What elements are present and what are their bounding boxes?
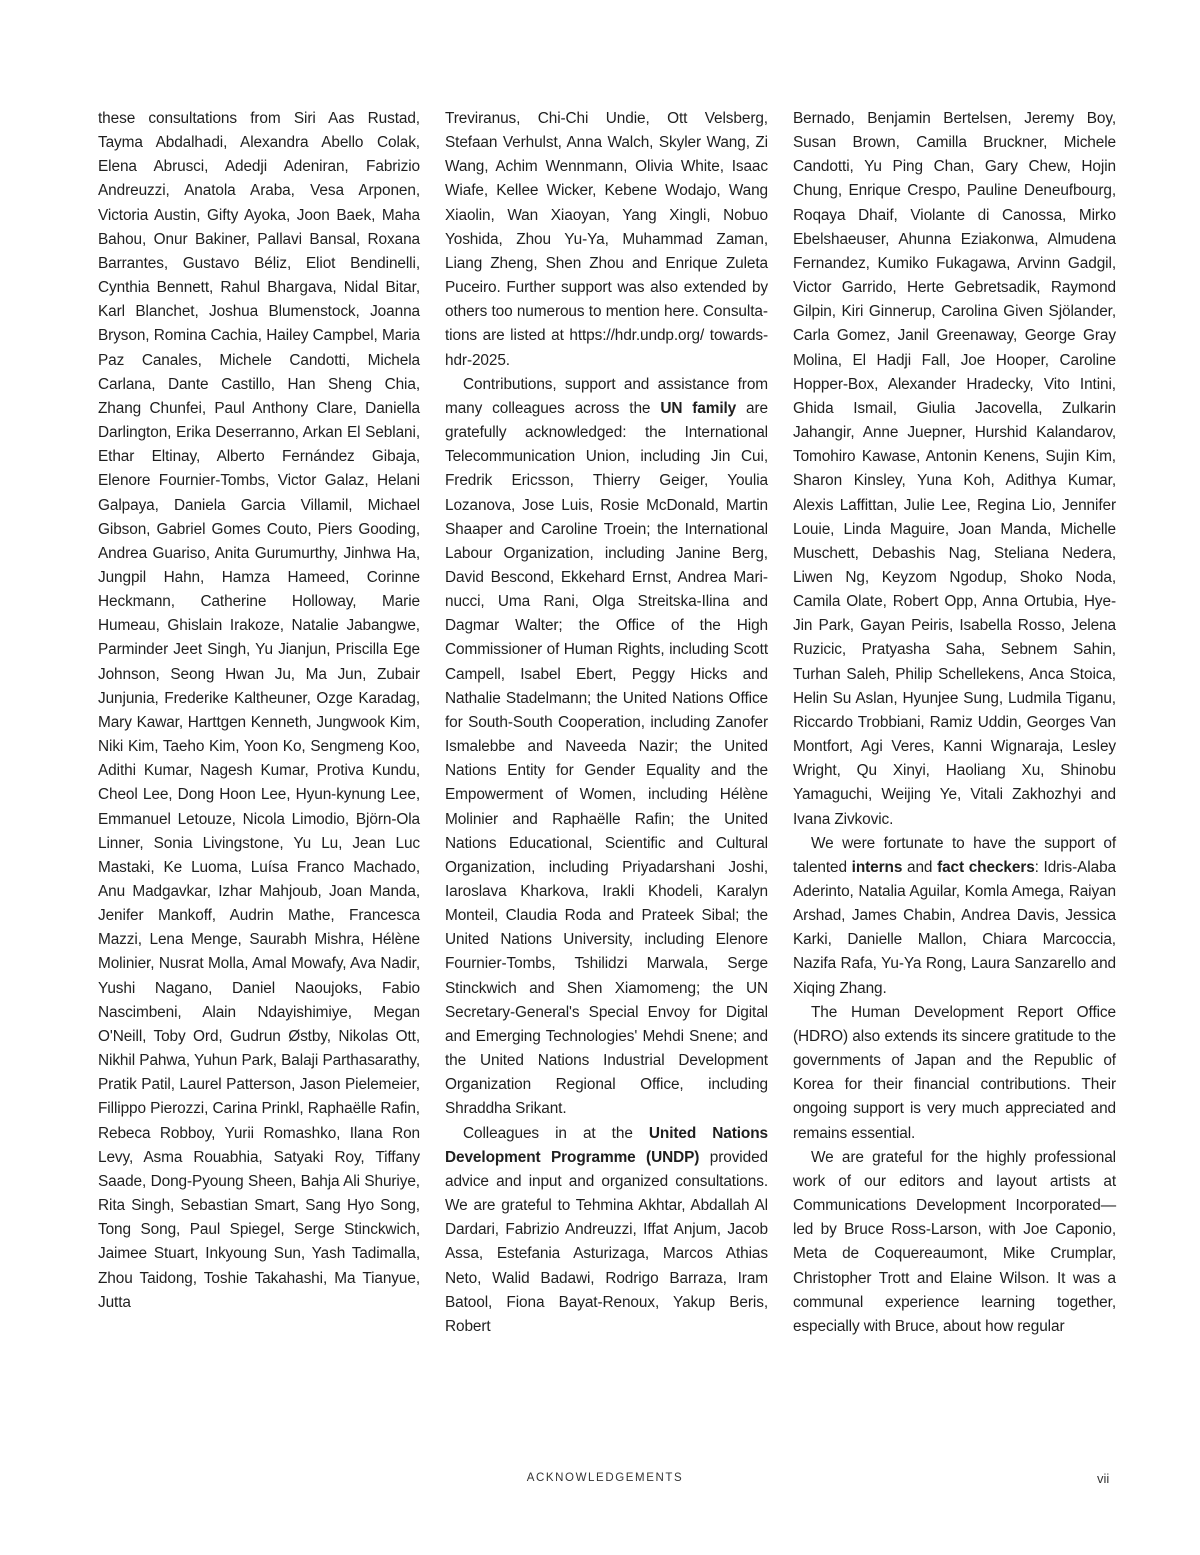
paragraph (445, 373, 768, 1122)
paragraph: Treviranus, Chi-Chi Undie, Ott Velsberg, Stefaan Verhulst, Anna Walch, Skyler Wang, Zi Wang, Achim Wennmann, Olivia White, Isaac Wiafe, Kellee Wicker, Kebene Wodajo, Wang Xiaolin, Wan Xiaoyan, Yang Xingli, Nobuo Yoshida, Zhou Yu-Ya, Muhammad Zaman, Liang Zheng, Shen Zhou and Enrique Zuleta Puceiro. Further support was also extended by others too numerous to mention here. Consultations are listed at https://hdr.undp.org/ towards-hdr-2025. (445, 110, 768, 369)
paragraph (793, 832, 1116, 1001)
bold-term-fact-checkers: fact checkers (937, 858, 1035, 876)
text-run: Colleagues in at the (463, 1124, 649, 1142)
bold-term-interns: interns (851, 858, 903, 876)
page-number: vii (1097, 1471, 1110, 1486)
text-run: and (902, 858, 938, 876)
paragraph (445, 1122, 768, 1339)
text-run: provided advice and input and organized consultations. We are grateful to Tehmina Akhtar, Abdallah Al Dardari, Fabrizio Andreuzzi, Iffat Anjum, Jacob Assa, Estefania Asturizaga, Marcos Athias Neto, Walid Badawi, Rodrigo Barraza, Iram Batool, Fiona Bayat-Renoux, Yakup Beris, Robert (445, 1148, 768, 1335)
bold-term-undp: United Nations Development Programme (UNDP) (445, 1124, 768, 1166)
paragraph: We are grateful for the highly professional work of our editors and layout artists at Communications Development Incorporated—led by Bruce Ross-Larson, with Joe Caponio, Meta de Coquereaumont, Mike Crumplar, Christopher Trott and Elaine Wilson. It was a communal experience learning together, especially with Bruce, about how regular (793, 1148, 1116, 1335)
paragraph: The Human Development Report Office (HDRO) also extends its sincere gratitude to the governments of Japan and the Republic of Korea for their financial contributions. Their ongoing support is very much appreciated and remains essential. (793, 1003, 1116, 1142)
text-column-1 (98, 107, 420, 1315)
text-column-3 (793, 107, 1116, 1339)
text-run: Contributions, support and assistance from many colleagues across the (445, 375, 768, 417)
bold-term-un-family: UN family (660, 399, 737, 417)
text-run: We were fortunate to have the support of talented (793, 834, 1116, 876)
text-column-2 (445, 107, 768, 1339)
paragraph: these consultations from Siri Aas Rustad, Tayma Abdalhadi, Alexandra Abello Colak, Elena Abrusci, Adedji Adeniran, Fabrizio Andreuzzi, Anatola Araba, Vesa Arponen, Victoria Austin, Gifty Ayoka, Joon Baek, Maha Bahou, Onur Bakiner, Pallavi Bansal, Roxana Barrantes, Gustavo Béliz, Eliot Bendinelli, Cynthia Bennett, Rahul Bhargava, Nidal Bitar, Karl Blanchet, Joshua Blumenstock, Joanna Bryson, Romina Cachia, Hailey Campbel, Maria Paz Canales, Michele Candotti, Michela Carlana, Dante Castillo, Han Sheng Chia, Zhang Chunfei, Paul Anthony Clare, Daniella Darlington, Erika Deserranno, Arkan El Seblani, Ethar Eltinay, Alberto Fernández Gibaja, Elenore Fournier-Tombs, Victor Galaz, Helani Galpaya, Daniela Garcia Villamil, Michael Gibson, Gabriel Gomes Couto, Piers Gooding, Andrea Guariso, Anita Gurumurthy, Jinhwa Ha, Jungpil Hahn, Hamza Hameed, Corinne Heckmann, Catherine Holloway, Marie Humeau, Ghislain Irakoze, Natalie Jabangwe, Parminder Jeet Singh, Yu Jianjun, Priscilla Ege Johnson, Seong Hwan Ju, Ma Jun, Zubair Junjunia, Frederike Kaltheuner, Ozge Karadag, Mary Kawar, Harttgen Kenneth, Jungwook Kim, Niki Kim, Taeho Kim, Yoon Ko, Sengmeng Koo, Adithi Kumar, Nagesh Kumar, Protiva Kundu, Cheol Lee, Dong Hoon Lee, Hyun-kynung Lee, Emmanuel Letouze, Nicola Limodio, Björn-Ola Linner, Sonia Livingstone, Yu Lu, Jean Luc Mastaki, Ke Luoma, Luísa Franco Machado, Anu Madgavkar, Izhar Mahjoub, Joan Manda, Jenifer Mankoff, Audrin Mathe, Francesca Mazzi, Lena Menge, Saurabh Mishra, Hélène Molinier, Nusrat Molla, Amal Mowafy, Ava Nadir, Yushi Nagano, Daniel Naoujoks, Fabio Nascimbeni, Alain Ndayishimiye, Megan O'Neill, Toby Ord, Gudrun Østby, Nikolas Ott, Nikhil Pahwa, Yuhun Park, Balaji Parthasarathy, Pratik Patil, Laurel Patterson, Jason Pielemeier, Fillippo Pierozzi, Carina Prinkl, Raphaëlle Rafin, Rebeca Robboy, Yurii Romashko, Ilana Ron Levy, Asma Rouabhia, Satyaki Roy, Tiffany Saade, Dong-Pyoung Sheen, Bahja Ali Shuriye, Rita Singh, Sebastian Smart, Sang Hyo Song, Tong Song, Paul Spiegel, Serge Stinckwich, Jaimee Stuart, Inkyoung Sun, Yash Tadimalla, Zhou Taidong, Toshie Takahashi, Ma Tianyue, Jutta (98, 110, 420, 1311)
text-run: : Idris-Alaba Aderinto, Natalia Aguilar, Komla Amega, Raiyan Arshad, James Chabin, Andrea Davis, Jessica Karki, Danielle Mallon, Chiara Marcoccia, Nazifa Rafa, Yu-Ya Rong, Laura Sanzarello and Xiqing Zhang. (793, 858, 1117, 997)
paragraph: Bernado, Benjamin Bertelsen, Jeremy Boy, Susan Brown, Camilla Bruckner, Michele Candotti, Yu Ping Chan, Gary Chew, Hojin Chung, Enrique Crespo, Pauline Deneufbourg, Roqaya Dhaif, Violante di Canossa, Mirko Ebelshaeuser, Ahunna Eziakonwa, Almudena Fernandez, Kumiko Fukagawa, Arvinn Gadgil, Victor Garrido, Herte Gebretsadik, Raymond Gilpin, Kiri Ginnerup, Carolina Given Sjölander, Carla Gomez, Janil Greenaway, George Gray Molina, El Hadji Fall, Joe Hooper, Caroline Hopper-Box, Alexander Hradecky, Vito Intini, Ghida Ismail, Giulia Jacovella, Zulkarin Jahangir, Anne Juepner, Hurshid Kalandarov, Tomohiro Kawase, Antonin Kenens, Sujin Kim, Sharon Kinsley, Yuna Koh, Adithya Kumar, Alexis Laffittan, Julie Lee, Regina Lio, Jennifer Louie, Linda Maguire, Joan Manda, Michelle Muschett, Debashis Nag, Steliana Nedera, Liwen Ng, Keyzom Ngodup, Shoko Noda, Camila Olate, Robert Opp, Anna Ortubia, Hye-Jin Park, Gayan Peiris, Isabella Rosso, Jelena Ruzicic, Pratyasha Saha, Sebnem Sahin, Turhan Saleh, Philip Schellekens, Anca Stoica, Helin Su Aslan, Hyunjee Sung, Ludmila Tiganu, Riccardo Trobbiani, Ramiz Uddin, Georges Van Montfort, Agi Veres, Kanni Wignaraja, Lesley Wright, Qu Xinyi, Haoliang Xu, Shinobu Yamaguchi, Weijing Ye, Vitali Zakhozhyi and Ivana Zivkovic. (793, 110, 1116, 828)
text-run: are gratefully acknowledged: the International Telecommunication Union, including Jin Cui, Fredrik Ericsson, Thierry Geiger, Youlia Lozanova, Jose Luis, Rosie McDonald, Martin Shaaper and Caroline Troein; the International Labour Organization, including Janine Berg, David Bescond, Ekkehard Ernst, Andrea Marinucci, Uma Rani, Olga Streitska-Ilina and Dagmar Walter; the Office of the High Commissioner of Human Rights, including Scott Campell, Isabel Ebert, Peggy Hicks and Nathalie Stadelmann; the United Nations Office for South-South Cooperation, including Zanofer Ismalebbe and Naveeda Nazir; the United Nations Entity for Gender Equality and the Empowerment of Women, including Hélène Molinier and Raphaëlle Rafin; the United Nations Educational, Scientific and Cultural Organization, including Priyadarshani Joshi, Iaroslava Kharkova, Irakli Khodeli, Karalyn Monteil, Claudia Roda and Prateek Sibal; the United Nations University, including Elenore Fournier-Tombs, Tshilidzi Marwala, Serge Stinckwich and Shen Xiamomeng; the UN Secretary-General's Special Envoy for Digital and Emerging Technologies' Mehdi Snene; and the United Nations Industrial Development Organization Regional Office, including Shraddha Srikant. (445, 399, 768, 1118)
footer-section-label: ACKNOWLEDGEMENTS (526, 1472, 684, 1484)
